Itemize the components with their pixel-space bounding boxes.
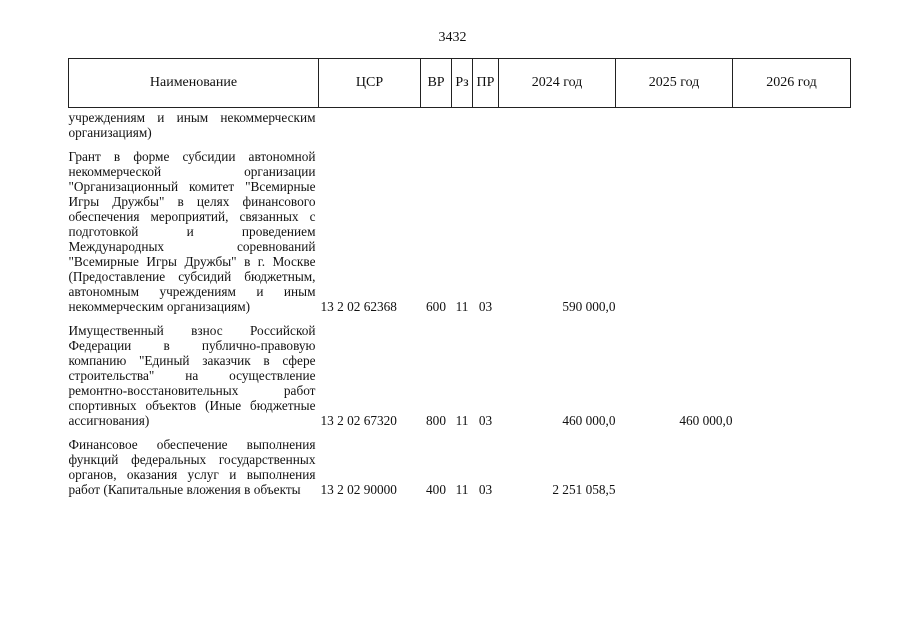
row-2025: [616, 140, 733, 314]
table-row: [69, 108, 851, 141]
row-name: Имущественный взнос Российской Федерации в публично-правовую компанию "Единый заказчик в сфере строительства" на осуществление ремонтно-восстановительных работ спортивных объектов (Иные бюджетные ассигнования): [68, 323, 316, 428]
row-csr: 13 2 02 62368: [320, 299, 397, 314]
row-rz: 11: [455, 413, 469, 428]
page-number: 3432: [438, 30, 467, 45]
row-pr: 03: [478, 299, 493, 314]
row-rz: [452, 108, 473, 141]
header-vr: ВР: [421, 59, 452, 108]
row-pr: [473, 108, 499, 141]
row-2026: [733, 108, 851, 141]
row-csr: 13 2 02 67320: [320, 413, 397, 428]
header-name: Наименование: [69, 59, 319, 108]
row-2024: 590 000,0: [562, 299, 616, 314]
row-rz: 11: [455, 482, 469, 497]
row-vr: 600: [426, 299, 446, 314]
row-vr: 400: [426, 482, 446, 497]
row-rz: 11: [455, 299, 469, 314]
table-row: [69, 314, 851, 428]
row-vr: 800: [426, 413, 446, 428]
row-2025: [616, 428, 733, 497]
row-2024: 2 251 058,5: [552, 482, 616, 497]
row-csr: [319, 108, 421, 141]
row-2025: [616, 108, 733, 141]
row-2026: [733, 140, 851, 314]
row-csr: 13 2 02 90000: [320, 482, 397, 497]
header-rz: Рз: [452, 59, 473, 108]
table-header-row: [69, 59, 851, 108]
row-vr: [421, 108, 452, 141]
table-row: [69, 140, 851, 314]
row-name: учреждениям и иным некоммерческим организациям): [68, 110, 316, 140]
header-2026: 2026 год: [733, 59, 851, 108]
row-2025: 460 000,0: [679, 413, 733, 428]
row-name: Грант в форме субсидии автономной некоммерческой организации "Организационный комитет "Всемирные Игры Дружбы" в целях финансового обеспечения мероприятий, связанных с подготовкой и проведением Международных соревнований "Всемирные Игры Дружбы" в г. Москве (Предоставление субсидий бюджетным, автономным учреждениям и иным некоммерческим организациям): [68, 149, 316, 314]
row-2026: [733, 314, 851, 428]
header-2024: 2024 год: [499, 59, 616, 108]
row-pr: 03: [478, 413, 493, 428]
budget-table: [68, 58, 851, 497]
header-pr: ПР: [473, 59, 499, 108]
row-2026: [733, 428, 851, 497]
row-2024: [499, 108, 616, 141]
table-row: [69, 428, 851, 497]
row-name: Финансовое обеспечение выполнения функций федеральных государственных органов, оказания услуг и выполнения работ (Капитальные вложения в объекты: [68, 437, 316, 497]
header-csr: ЦСР: [319, 59, 421, 108]
row-pr: 03: [478, 482, 493, 497]
header-2025: 2025 год: [616, 59, 733, 108]
row-2024: 460 000,0: [562, 413, 616, 428]
